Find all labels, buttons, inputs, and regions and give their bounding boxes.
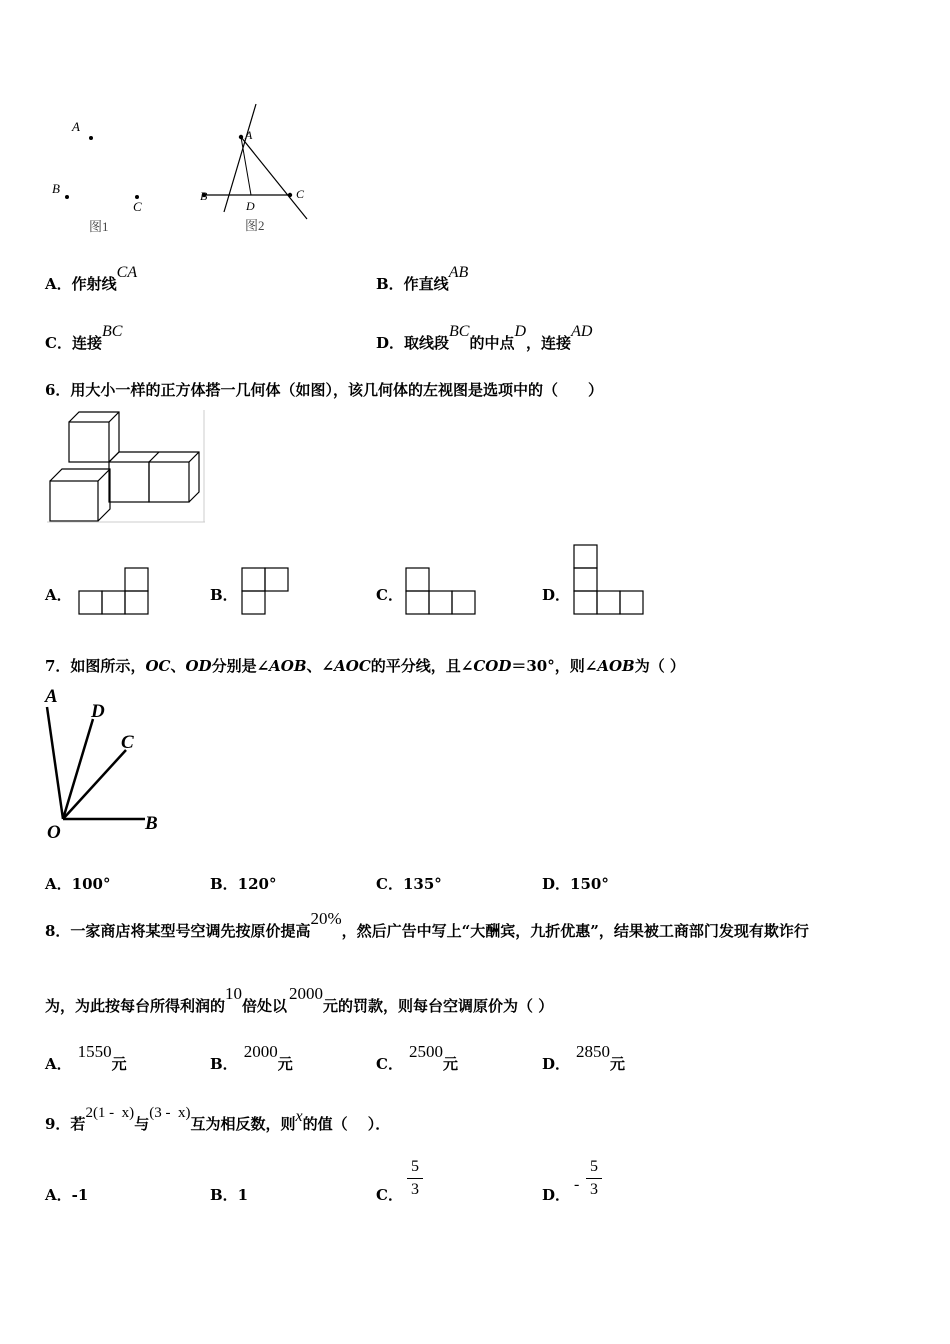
- q7-option-b: B．120°: [210, 875, 277, 893]
- q8-option-b: B．2000元: [210, 1042, 293, 1073]
- q5-figure-1: [45, 115, 165, 240]
- ray-a-label: A: [45, 686, 58, 707]
- fig2-point-d-label: D: [246, 199, 255, 213]
- q6-option-a-label: A．: [45, 586, 72, 604]
- fig2-point-c-label: C: [296, 187, 305, 201]
- q9-option-d-minus: -: [574, 1176, 580, 1193]
- q6-option-b-label: B．: [210, 586, 238, 604]
- q5-option-a: A．作射线CA: [45, 264, 138, 293]
- fig1-point-a-label: A: [72, 119, 80, 134]
- q6-solid-figure: [45, 410, 210, 525]
- q9-option-d-fraction: 5 3: [586, 1158, 602, 1199]
- q8-stem-line2: 为，为此按每台所得利润的10倍处以2000元的罚款，则每台空调原价为（ ）: [45, 984, 554, 1015]
- q7-angle-figure: [40, 682, 180, 842]
- fig1-caption: 图1: [89, 219, 109, 234]
- ray-d-label: D: [91, 701, 105, 722]
- q8-option-a: A．1550元: [45, 1042, 127, 1073]
- fig1-point-c-label: C: [133, 199, 142, 214]
- q9-option-a: A．-1: [45, 1186, 89, 1204]
- q6-option-d-view: [572, 543, 646, 616]
- expr-3-minus-x: (3 - x): [149, 1105, 191, 1121]
- q9-stem: 9．若2(1 - x)与(3 - x)互为相反数，则x的值（ ）．: [45, 1105, 391, 1133]
- ray-b-label: B: [145, 813, 158, 834]
- expr-2-1-minus-x: 2(1 - x): [85, 1105, 135, 1121]
- q5-figure-2: [195, 100, 320, 240]
- fig2-caption: 图2: [245, 218, 265, 233]
- q7-stem: 7．如图所示，OC、OD分别是∠AOB、∠AOC的平分线，且∠COD＝30°，则∠AOB为（ ）: [45, 657, 685, 675]
- q8-option-c: C．2500元: [376, 1042, 458, 1073]
- q8-stem-line1: 8．一家商店将某型号空调先按原价提高20%，然后广告中写上“大酬宾，九折优惠”，结果被工商部门发现有欺诈行: [45, 909, 809, 940]
- q7-option-d: D．150°: [542, 875, 609, 893]
- q9-option-c-fraction: 5 3: [407, 1158, 423, 1199]
- q6-stem: 6．用大小一样的正方体搭一几何体（如图），该几何体的左视图是选项中的（ ）: [45, 381, 603, 399]
- math-ab: AB: [448, 264, 469, 281]
- fig1-point-b: [65, 195, 69, 199]
- vertex-o-label: O: [47, 822, 61, 842]
- q8-option-d: D．2850元: [542, 1042, 626, 1073]
- fig1-point-a: [89, 136, 93, 140]
- q5-option-b: B．作直线AB: [376, 264, 469, 293]
- q6-option-b-view: [240, 566, 292, 616]
- q5-option-c: C．连接BC: [45, 323, 123, 352]
- fig2-point-a-label: A: [245, 128, 253, 142]
- q6-option-a-view: [78, 566, 152, 616]
- fig1-point-b-label: B: [52, 181, 60, 196]
- q9-option-b: B．1: [210, 1186, 249, 1204]
- math-bc: BC: [101, 323, 123, 340]
- fig2-point-b-label: B: [200, 189, 208, 203]
- q9-option-d-label: D．: [542, 1186, 571, 1204]
- pct-20: 20%: [310, 909, 342, 928]
- q7-option-a: A．100°: [45, 875, 111, 893]
- ray-c-label: C: [121, 732, 134, 753]
- q9-option-c-label: C．: [376, 1186, 403, 1204]
- q7-option-c: C．135°: [376, 875, 442, 893]
- q6-option-d-label: D．: [542, 586, 571, 604]
- q6-option-c-label: C．: [376, 586, 403, 604]
- q6-option-c-view: [405, 566, 479, 616]
- q5-option-d: D．取线段BC的中点D，连接AD: [376, 323, 593, 352]
- math-ca: CA: [116, 264, 138, 281]
